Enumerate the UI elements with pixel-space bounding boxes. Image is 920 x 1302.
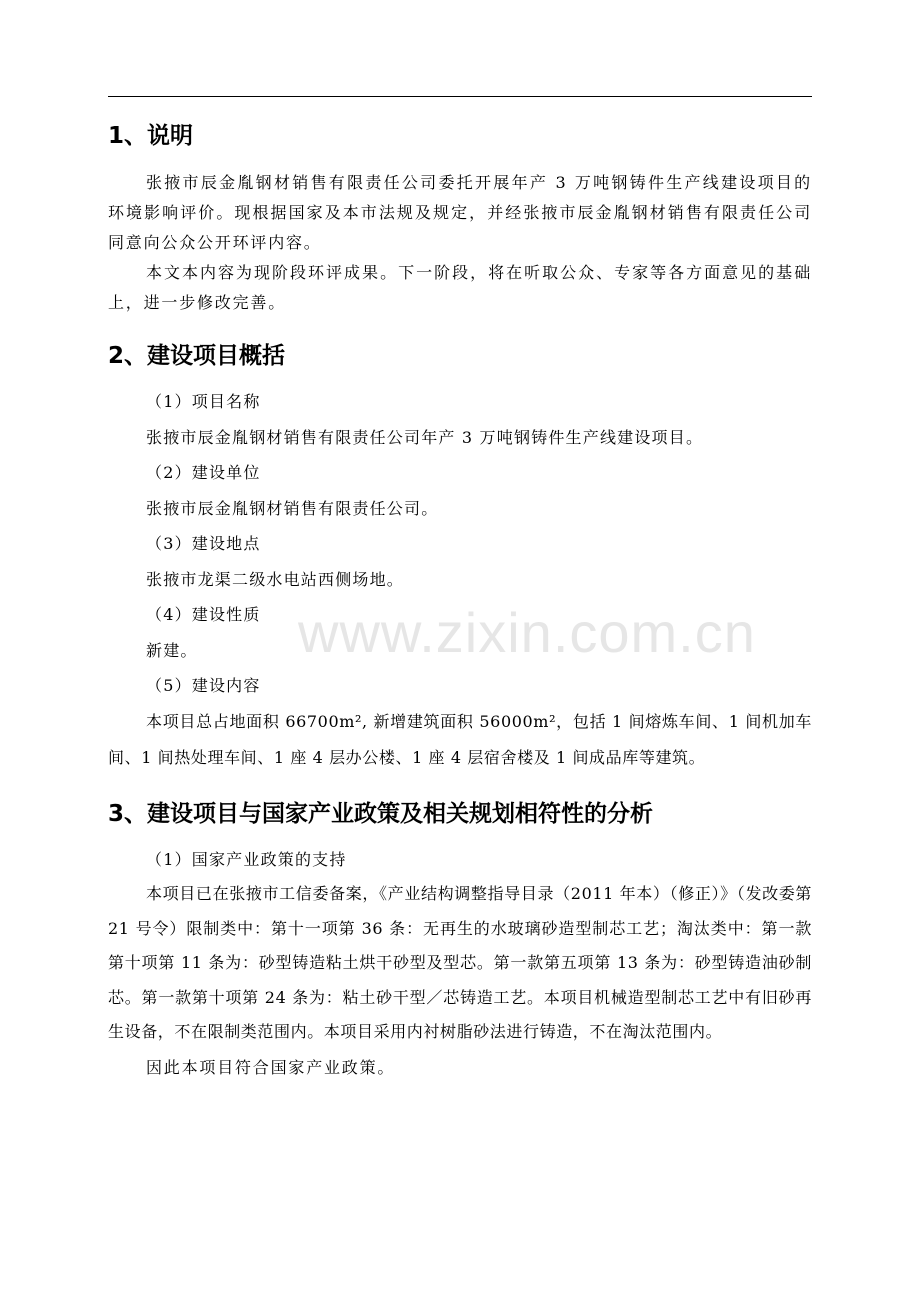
item-1-text: 张掖市辰金胤钢材销售有限责任公司年产 3 万吨钢铸件生产线建设项目。 <box>146 427 704 447</box>
item-4-text: 新建。 <box>146 640 198 660</box>
section-3-subheading: （1）国家产业政策的支持 <box>146 849 347 869</box>
section-1-paragraph-1: 张掖市辰金胤钢材销售有限责任公司委托开展年产 3 万吨钢铸件生产线建设项目的环境影响评价。现根据国家及本市法规及规定，并经张掖市辰金胤钢材销售有限责任公司同意向公众公开环评内容。 <box>108 173 812 252</box>
watermark: www.zixin.com.cn <box>298 601 756 664</box>
item-4-heading: （4）建设性质 <box>146 605 261 624</box>
item-2-heading: （2）建设单位 <box>146 463 261 482</box>
section-2-title: 2、建设项目概括 <box>108 343 286 369</box>
item-5-heading: （5）建设内容 <box>146 676 261 695</box>
section-3-title: 3、建设项目与国家产业政策及相关规划相符性的分析 <box>108 800 654 827</box>
item-3-text: 张掖市龙渠二级水电站西侧场地。 <box>146 569 405 589</box>
section-3-paragraph-1: 本项目已在张掖市工信委备案，《产业结构调整指导目录（2011 年本）（修正）》（发改委第 21 号令）限制类中：第十一项第 36 条：无再生的水玻璃砂造型制芯工艺；淘汰类中：第一款第十项第 11 条为：砂型铸造粘土烘干砂型及型芯。第一款第五项第 13 条为：砂型铸造油砂制芯。第一款第十项第 24 条为：粘土砂干型／芯铸造工艺。本项目机械造型制芯工艺中有旧砂再生设备，不在限制类范围内。本项目采用内衬树脂砂法进行铸造，不在淘汰范围内。 <box>108 884 812 1041</box>
section-3-paragraph-2: 因此本项目符合国家产业政策。 <box>146 1057 396 1077</box>
section-1-title: 1、说明 <box>108 123 194 149</box>
item-5-text: 本项目总占地面积 66700m², 新增建筑面积 56000m²，包括 1 间熔炼车间、1 间机加车间、1 间热处理车间、1 座 4 层办公楼、1 座 4 层宿舍楼及 1 间成品库等建筑。 <box>108 711 812 767</box>
item-2-text: 张掖市辰金胤钢材销售有限责任公司。 <box>146 498 439 518</box>
section-1-paragraph-2: 本文本内容为现阶段环评成果。下一阶段，将在听取公众、专家等各方面意见的基础上，进一步修改完善。 <box>108 263 812 312</box>
item-1-heading: （1）项目名称 <box>146 392 261 411</box>
document-body <box>108 112 812 1086</box>
header-rule <box>108 96 812 97</box>
item-3-heading: （3）建设地点 <box>146 534 261 553</box>
